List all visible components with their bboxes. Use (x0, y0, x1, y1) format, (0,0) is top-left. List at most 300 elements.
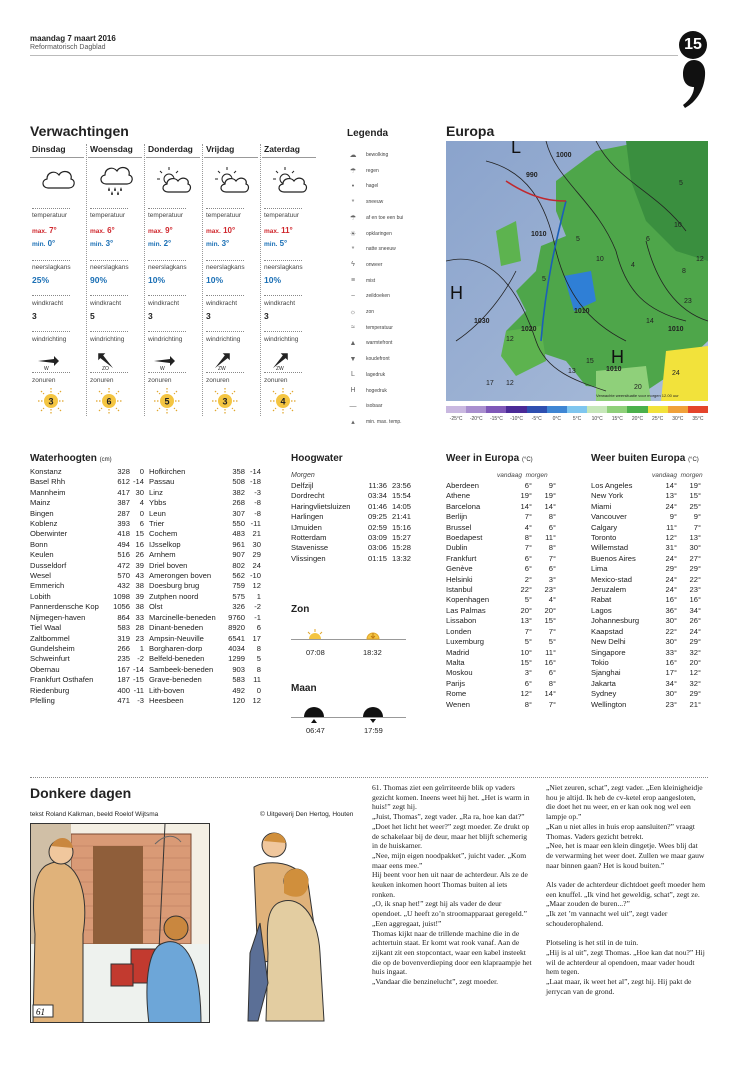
table-cell: 24° (665, 553, 677, 563)
table-cell: 759 (232, 581, 245, 591)
table-cell: 471 (117, 695, 130, 705)
pressure-label: 1010 (531, 231, 547, 238)
table-cell: 0 (256, 685, 261, 695)
table-row (149, 571, 261, 581)
table-row (30, 602, 144, 612)
scale-label: 0°C (552, 416, 562, 422)
legend-symbol-icon: L (351, 371, 355, 379)
temp-label: 10 (596, 256, 604, 263)
pressure-label: 1030 (474, 318, 490, 325)
table-cell: 12° (689, 668, 701, 678)
table-cell: 4034 (228, 643, 245, 653)
moon-title: Maan (291, 683, 317, 694)
table-cell: Riedenburg (30, 685, 70, 695)
table-cell: -10 (250, 571, 261, 581)
legend-item: ☀ opklaringen (345, 226, 425, 242)
table-cell: 15° (544, 616, 556, 626)
table-cell: 387 (117, 498, 130, 508)
table-row (591, 543, 703, 553)
sun-hours-icon (92, 388, 126, 419)
table-cell: Borgharen-dorp (149, 643, 203, 653)
legend-item: ☂ regen (345, 163, 425, 179)
scale-label: 10°C (591, 416, 603, 422)
table-cell: 14° (544, 501, 556, 511)
table-cell: 9° (693, 512, 701, 522)
windforce-value: 5 (90, 311, 95, 321)
legend-symbol-icon: * (351, 245, 355, 253)
scale-swatch (506, 406, 526, 413)
table-cell: -8 (254, 508, 261, 518)
table-cell: Dublin (446, 543, 468, 553)
min-temp: min. 3° (206, 239, 230, 248)
weather-europe-colheads: vandaag morgen (497, 472, 548, 479)
table-cell: 31° (665, 543, 677, 553)
table-cell: 09:25 (367, 512, 387, 522)
table-cell: 8° (548, 543, 556, 553)
legend-symbol-icon: ☂ (349, 167, 357, 175)
forecast-day-column (262, 144, 316, 416)
table-cell: 12° (520, 689, 532, 699)
table-cell: 8° (524, 699, 532, 709)
column-separator (144, 144, 145, 416)
table-row (291, 502, 411, 512)
table-cell: 30 (135, 487, 144, 497)
max-temp: max. 10° (206, 226, 236, 235)
table-cell: 483 (232, 529, 245, 539)
table-row (149, 488, 261, 498)
scale-swatch (587, 406, 607, 413)
temp-label: temperatuur (90, 212, 126, 219)
table-cell: 8920 (228, 623, 245, 633)
table-cell: 167 (117, 664, 130, 674)
scale-label: 25°C (652, 416, 664, 422)
legend-symbol-icon: ≡ (350, 277, 356, 285)
table-cell: -14 (250, 467, 261, 476)
table-cell: New Delhi (591, 637, 626, 647)
rain-chance: 25% (32, 275, 50, 285)
table-row (149, 509, 261, 519)
forecast-day-name: Donderdag (146, 144, 200, 158)
scale-swatch (607, 406, 627, 413)
table-cell: 1299 (228, 654, 245, 664)
table-cell: 8° (548, 512, 556, 522)
forecast-day-name: Woensdag (88, 144, 142, 158)
min-temp: min. 0° (32, 239, 56, 248)
table-row (30, 581, 144, 591)
table-cell: 13° (520, 616, 532, 626)
table-cell: Delfzijl (291, 481, 314, 490)
table-cell: Moskou (446, 668, 473, 678)
table-cell: 903 (232, 664, 245, 674)
legend-item: * sneeuw (345, 194, 425, 210)
table-row (446, 564, 558, 574)
scale-label: 35°C (692, 416, 704, 422)
table-row (30, 509, 144, 519)
svg-text:3: 3 (48, 396, 54, 407)
table-cell: 583 (232, 675, 245, 685)
table-cell: 5° (548, 637, 556, 647)
table-cell: 14° (520, 501, 532, 511)
table-cell: 6° (524, 553, 532, 563)
table-cell: -3 (254, 487, 261, 497)
page-number: 15 (679, 31, 707, 59)
legend-symbol-icon: ☂ (349, 214, 357, 222)
table-row (591, 595, 703, 605)
table-cell: 15:16 (391, 522, 411, 532)
table-cell: -1 (254, 612, 261, 622)
windforce-label: windkracht (148, 300, 180, 307)
sun-title: Zon (291, 604, 310, 615)
windforce-value: 3 (264, 311, 269, 321)
table-cell: Willemstad (591, 543, 629, 553)
svg-text:ZW: ZW (218, 366, 226, 371)
table-row (149, 675, 261, 685)
table-row (291, 543, 411, 553)
temperature-scale-bar (446, 406, 708, 413)
svg-text:3: 3 (222, 396, 228, 407)
table-cell: Amerongen boven (149, 571, 212, 581)
sun-hours-label: zonuren (148, 377, 172, 384)
sun-hours-icon (150, 388, 184, 419)
table-cell: 21:41 (391, 512, 411, 522)
table-cell: 319 (117, 633, 130, 643)
rain-chance: 90% (90, 275, 108, 285)
sunrise-time: 07:08 (306, 648, 325, 657)
table-cell: Mainz (30, 498, 51, 508)
table-row (591, 637, 703, 647)
table-cell: Calgary (591, 522, 618, 532)
table-cell: 22° (689, 574, 701, 584)
sun-hours-icon (266, 388, 300, 419)
table-row (149, 644, 261, 654)
table-cell: 03:34 (367, 491, 387, 501)
table-cell: Doesburg brug (149, 581, 200, 591)
scale-label: 20°C (631, 416, 644, 422)
table-cell: 12 (252, 581, 261, 591)
table-cell: Koblenz (30, 519, 58, 529)
table-cell: Gundelsheim (30, 643, 75, 653)
temp-label: 12 (506, 336, 514, 343)
table-cell: -11 (250, 519, 261, 529)
weather-world-title: Weer buiten Europa (°C) (591, 453, 699, 464)
table-cell: IJmuiden (291, 522, 322, 532)
table-row (30, 623, 144, 633)
table-cell: 8° (524, 533, 532, 543)
table-cell: 11° (545, 647, 556, 657)
table-cell: Sydney (591, 689, 617, 699)
table-cell: Aberdeen (446, 481, 479, 490)
table-cell: Lagos (591, 605, 612, 615)
table-cell: 24° (665, 501, 677, 511)
table-cell: Johannesburg (591, 616, 640, 626)
table-cell: -14 (133, 477, 144, 487)
comic-panel-garden (30, 823, 210, 1023)
legend-item: ~ zeildoeken (345, 288, 425, 304)
table-row (30, 686, 144, 696)
high-pressure-center: H (450, 283, 463, 303)
table-cell: 6° (524, 564, 532, 574)
table-row (149, 581, 261, 591)
table-cell: 13:32 (391, 553, 411, 563)
legend-symbol-icon: * (351, 198, 355, 206)
header-date: maandag 7 maart 2016 (30, 34, 116, 43)
table-row (591, 523, 703, 533)
table-cell: 1098 (113, 591, 130, 601)
table-row (149, 686, 261, 696)
table-cell: Madrid (446, 647, 470, 657)
table-cell: Genève (446, 564, 473, 574)
comma-logo (682, 58, 706, 110)
forecast-title: Verwachtingen (30, 123, 129, 139)
table-row (446, 491, 558, 501)
table-row (446, 648, 558, 658)
windforce-label: windkracht (264, 300, 296, 307)
legend-item: • hagel (345, 178, 425, 194)
windforce-label: windkracht (32, 300, 64, 307)
table-cell: 326 (232, 602, 245, 612)
table-row (446, 523, 558, 533)
sun-hours-icon (208, 388, 242, 419)
legend-symbol-icon: ☀ (349, 230, 357, 238)
table-cell: Lobith (30, 591, 51, 601)
comic-divider (30, 777, 708, 778)
table-row (149, 498, 261, 508)
table-row (446, 616, 558, 626)
table-row (591, 533, 703, 543)
story-column-2: „Niet zeuren, schat”, zegt vader. „Een kleinigheidje hou je altijd. Ik heb de cv-ketel erop aangesloten, die doet het nu weer, en er kan ook nog wel een lampje op.” „Kan u niet alles in huis erop aansluiten?” vraagt Thomas. Vaders gezicht betrekt. „Nee, het is maar een klein dingetje. Wees blij dat de verwarming het weer doet. Zullen we maar gauw naar binnen gaan? Het is koud buiten.” Als vader de achterdeur dichtdoet geeft moeder hem een knuffel. „Ik vind het geweldig, schat”, zegt ze. „Maar zouden de buren...?” „Ik zet ’m vannacht wel uit”, zegt vader schouderophalend. Plotseling is het stil in de tuin. „Hij is al uit”, zegt Thomas. „Hoe kan dat nou?” Hij wil de achterdeur al opendoen, maar vader houdt hem tegen. „Laat maar, ik weet het al”, zegt hij. Hij pakt de jerrycan van de grond. (546, 783, 706, 996)
table-cell: Buenos Aires (591, 553, 636, 563)
high-pressure-center: H (611, 347, 624, 367)
table-cell: Barcelona (446, 501, 481, 511)
table-cell: 7° (548, 553, 556, 563)
table-cell: 30 (252, 539, 261, 549)
table-cell: Malta (446, 657, 465, 667)
table-cell: 418 (117, 529, 130, 539)
table-cell: Bingen (30, 508, 54, 518)
table-cell: 7° (693, 522, 701, 532)
temp-label: 10 (674, 222, 682, 229)
legend-item: ≈ temperatuur (345, 320, 425, 336)
table-row (591, 627, 703, 637)
table-cell: Los Angeles (591, 481, 633, 490)
table-cell: 612 (117, 477, 130, 487)
table-row (149, 550, 261, 560)
table-cell: Belfeld-beneden (149, 654, 205, 664)
moonrise-time: 06:47 (306, 726, 325, 735)
table-cell: 15:28 (391, 543, 411, 553)
weather-world-colheads: vandaag morgen (652, 472, 703, 479)
table-cell: Basel Rhh (30, 477, 66, 487)
table-row (591, 502, 703, 512)
table-cell: Zaltbommel (30, 633, 70, 643)
table-cell: -14 (133, 664, 144, 674)
table-cell: 864 (117, 612, 130, 622)
table-cell: -11 (133, 685, 144, 695)
table-row (291, 533, 411, 543)
temp-label: 5 (679, 180, 683, 187)
column-separator (202, 144, 203, 416)
table-cell: 01:46 (367, 501, 387, 511)
table-cell: 39 (135, 560, 144, 570)
table-cell: 400 (117, 685, 130, 695)
table-cell: 36° (665, 605, 677, 615)
table-row (149, 602, 261, 612)
table-cell: 23° (665, 699, 677, 709)
winddir-label: windrichting (32, 336, 67, 343)
table-cell: 12 (252, 695, 261, 705)
table-cell: 15:27 (391, 533, 411, 543)
temp-label: 12 (696, 256, 704, 263)
max-temp: max. 9° (148, 226, 173, 235)
legend-item: ☼ zon (345, 304, 425, 320)
pressure-label: 1000 (556, 152, 572, 159)
table-cell: Nijmegen-haven (30, 612, 86, 622)
min-temp: min. 3° (90, 239, 114, 248)
pressure-label: 1020 (521, 326, 537, 333)
temp-label: 15 (586, 358, 594, 365)
scale-swatch (466, 406, 486, 413)
table-cell: 29° (689, 637, 701, 647)
table-cell: 16° (689, 595, 701, 605)
windforce-value: 3 (148, 311, 153, 321)
table-cell: Sambeek-beneden (149, 664, 214, 674)
table-cell: 3° (524, 668, 532, 678)
table-row (591, 491, 703, 501)
table-cell: 7° (524, 512, 532, 522)
table-cell: 14° (544, 689, 556, 699)
table-cell: 802 (232, 560, 245, 570)
table-row (446, 679, 558, 689)
table-row (591, 564, 703, 574)
table-cell: 01:15 (367, 553, 387, 563)
pressure-label: 990 (526, 172, 538, 179)
temp-label: 20 (634, 384, 642, 391)
table-cell: Lith-boven (149, 685, 185, 695)
legend-symbol-icon: ≈ (351, 324, 355, 332)
min-temp: min. 5° (264, 239, 288, 248)
max-temp: max. 6° (90, 226, 115, 235)
temp-label: 4 (631, 262, 635, 269)
table-cell: Las Palmas (446, 605, 486, 615)
scale-swatch (648, 406, 668, 413)
table-cell: 266 (117, 643, 130, 653)
table-cell: 11:36 (368, 481, 387, 490)
table-cell: 5 (256, 654, 261, 664)
legend-item: H hogedruk (345, 383, 425, 399)
table-cell: Rotterdam (291, 533, 327, 543)
table-row (149, 477, 261, 487)
table-cell: 1 (139, 643, 144, 653)
scale-swatch (688, 406, 708, 413)
hoogwater-title: Hoogwater (291, 453, 343, 464)
moonset-icon (362, 700, 384, 724)
table-cell: 03:06 (367, 543, 387, 553)
table-cell: 19° (689, 481, 701, 490)
table-cell: 39 (135, 591, 144, 601)
rain-label: neerslagkans (206, 264, 245, 271)
table-cell: 16° (665, 595, 677, 605)
svg-text:5: 5 (164, 396, 170, 407)
legend-symbol-icon: H (350, 387, 356, 394)
table-cell: 0 (139, 467, 144, 476)
table-row (30, 561, 144, 571)
table-cell: 8° (548, 678, 556, 688)
table-row (30, 592, 144, 602)
scale-swatch (486, 406, 506, 413)
dotted-rule (148, 208, 186, 209)
table-cell: 12° (665, 533, 677, 543)
rain-chance: 10% (264, 275, 282, 285)
svg-text:ZW: ZW (276, 366, 284, 371)
table-cell: 6° (548, 668, 556, 678)
table-cell: -3 (137, 695, 144, 705)
table-cell: Jakarta (591, 678, 616, 688)
table-cell: 516 (117, 550, 130, 560)
dotted-rule (32, 208, 70, 209)
table-cell: 417 (117, 487, 130, 497)
cloud-icon (40, 166, 76, 195)
temp-label: 8 (682, 268, 686, 275)
table-row (149, 634, 261, 644)
legend-item: ▴ min. max. temp. (345, 414, 425, 430)
temp-label: 12 (506, 380, 514, 387)
temp-label: 24 (672, 370, 680, 377)
rain-label: neerslagkans (90, 264, 129, 271)
table-cell: -8 (254, 498, 261, 508)
legend-symbol-icon: • (351, 182, 355, 190)
table-cell: 24° (689, 626, 701, 636)
table-cell: 268 (232, 498, 245, 508)
table-cell: 15 (135, 529, 144, 539)
table-cell: 22° (665, 626, 677, 636)
scale-label: -15°C (489, 416, 503, 422)
weather-world-table (591, 481, 703, 710)
table-cell: 20° (544, 605, 556, 615)
table-cell: 11° (666, 522, 677, 532)
winddir-label: windrichting (90, 336, 125, 343)
table-cell: 30° (665, 637, 677, 647)
table-cell: 26 (135, 550, 144, 560)
table-cell: 7° (524, 543, 532, 553)
table-row (30, 519, 144, 529)
table-row (30, 665, 144, 675)
table-cell: 20° (520, 605, 532, 615)
table-row (149, 592, 261, 602)
table-row (591, 512, 703, 522)
table-cell: 550 (232, 519, 245, 529)
table-cell: Rome (446, 689, 467, 699)
pressure-label: 1010 (668, 326, 684, 333)
table-row (446, 585, 558, 595)
legend-title: Legenda (347, 128, 389, 139)
table-row (446, 481, 558, 491)
table-cell: 9° (669, 512, 677, 522)
table-cell: 32° (689, 647, 701, 657)
table-cell: Arnhem (149, 550, 176, 560)
temp-label: 14 (646, 318, 654, 325)
temp-label: 5 (542, 276, 546, 283)
table-row (30, 571, 144, 581)
table-cell: Konstanz (30, 467, 62, 476)
weather-europe-table (446, 481, 558, 710)
table-row (30, 654, 144, 664)
table-cell: Wellington (591, 699, 627, 709)
table-cell: 25° (689, 501, 701, 511)
forecast-day-column (30, 144, 84, 416)
table-cell: Keulen (30, 550, 54, 560)
svg-text:W: W (44, 366, 49, 371)
table-cell: 14° (665, 481, 677, 490)
